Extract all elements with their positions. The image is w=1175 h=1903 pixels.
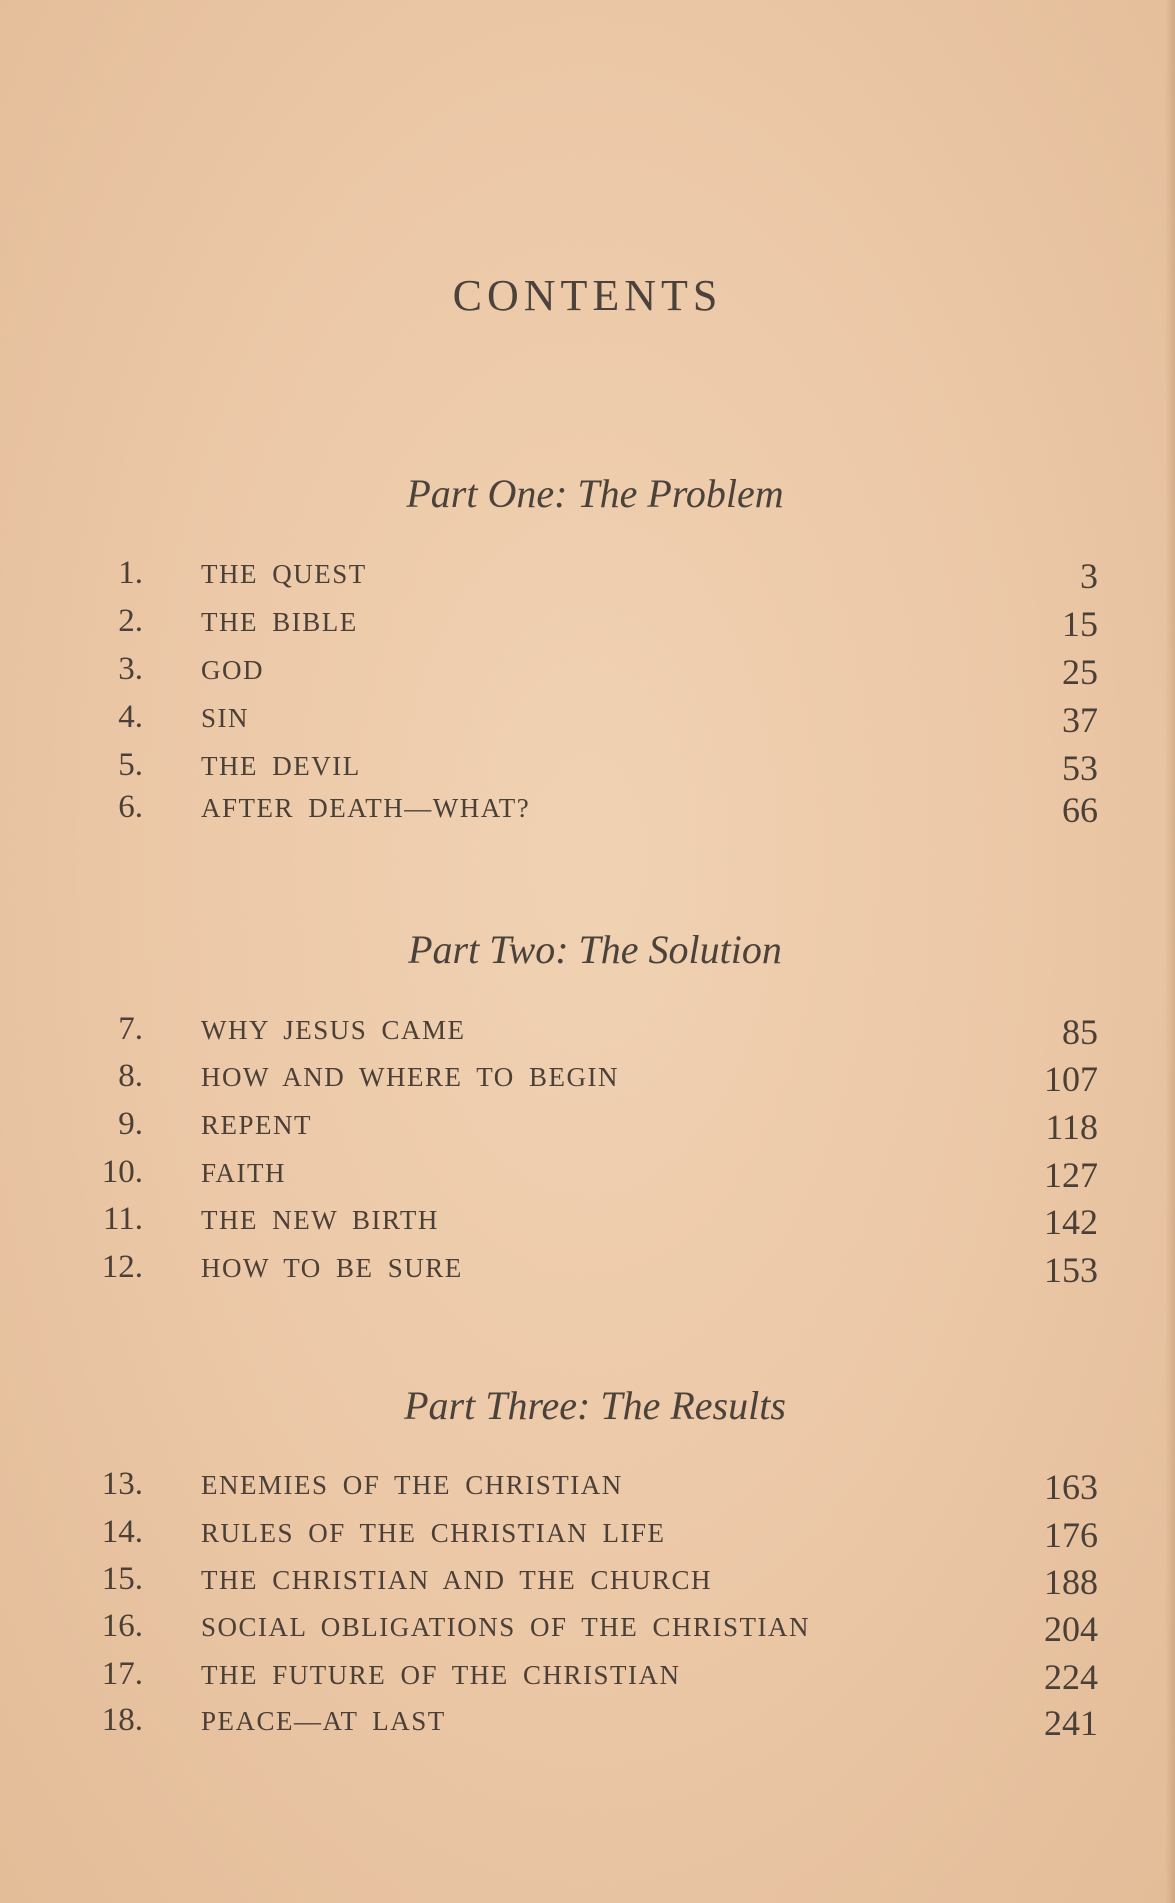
chapter-title: WHY JESUS CAME [201,1015,466,1045]
chapter-number: 8. [118,1058,143,1094]
part-heading-one: Part One: The Problem [406,471,784,516]
chapter-number: 16. [101,1608,143,1644]
chapter-title: THE NEW BIRTH [201,1205,439,1235]
toc-row [0,1249,1175,1293]
chapter-page-number: 204 [1044,1609,1098,1649]
part-heading-two: Part Two: The Solution [408,927,782,972]
chapter-title: THE CHRISTIAN AND THE CHURCH [201,1565,713,1595]
chapter-page-number: 37 [1062,700,1098,740]
chapter-page-number: 85 [1062,1012,1098,1052]
toc-row [0,789,1175,833]
chapter-number: 12. [101,1249,143,1285]
chapter-page-number: 127 [1044,1155,1098,1195]
chapter-number: 14. [101,1514,143,1550]
chapter-title: RULES OF THE CHRISTIAN LIFE [201,1518,666,1548]
chapter-number: 5. [118,747,143,783]
toc-row [0,1011,1175,1055]
chapter-page-number: 107 [1044,1059,1098,1099]
chapter-page-number: 3 [1080,556,1098,596]
toc-row [0,1702,1175,1746]
chapter-page-number: 118 [1045,1107,1098,1147]
chapter-title: SIN [201,703,250,733]
chapter-page-number: 53 [1062,748,1098,788]
chapter-title: ENEMIES OF THE CHRISTIAN [201,1470,623,1500]
chapter-title: GOD [201,655,264,685]
chapter-page-number: 224 [1044,1657,1098,1697]
toc-row [0,1201,1175,1245]
part-heading-three: Part Three: The Results [404,1383,786,1428]
chapter-page-number: 25 [1062,652,1098,692]
chapter-title: HOW TO BE SURE [201,1253,463,1283]
chapter-title: THE DEVIL [201,751,361,781]
chapter-title: AFTER DEATH—WHAT? [201,793,531,823]
chapter-title: THE QUEST [201,559,367,589]
chapter-number: 10. [101,1154,143,1190]
chapter-page-number: 153 [1044,1250,1098,1290]
chapter-title: PEACE—AT LAST [201,1706,446,1736]
chapter-title: SOCIAL OBLIGATIONS OF THE CHRISTIAN [201,1612,811,1642]
chapter-page-number: 176 [1044,1515,1098,1555]
toc-row [0,1058,1175,1102]
chapter-number: 18. [101,1702,143,1738]
chapter-page-number: 188 [1044,1562,1098,1602]
toc-row [0,747,1175,791]
toc-row [0,1656,1175,1700]
chapter-number: 7. [118,1011,143,1047]
chapter-page-number: 142 [1044,1202,1098,1242]
chapter-title: HOW AND WHERE TO BEGIN [201,1062,619,1092]
chapter-number: 4. [118,699,143,735]
page-title: CONTENTS [452,271,723,320]
chapter-title: FAITH [201,1158,286,1188]
chapter-number: 13. [101,1466,143,1502]
chapter-number: 2. [118,603,143,639]
toc-row [0,1154,1175,1198]
toc-row [0,1561,1175,1605]
toc-row [0,1466,1175,1510]
toc-row [0,1106,1175,1150]
chapter-title: THE BIBLE [201,607,358,637]
chapter-page-number: 163 [1044,1467,1098,1507]
chapter-number: 15. [101,1561,143,1597]
toc-row [0,555,1175,599]
chapter-number: 11. [102,1201,143,1237]
toc-row [0,1608,1175,1652]
toc-row [0,603,1175,647]
chapter-number: 1. [118,555,143,591]
chapter-title: REPENT [201,1110,313,1140]
toc-row [0,651,1175,695]
toc-row [0,699,1175,743]
chapter-title: THE FUTURE OF THE CHRISTIAN [201,1660,681,1690]
chapter-page-number: 15 [1062,604,1098,644]
chapter-number: 3. [118,651,143,687]
chapter-number: 9. [118,1106,143,1142]
chapter-page-number: 241 [1044,1703,1098,1743]
toc-row [0,1514,1175,1558]
chapter-page-number: 66 [1062,790,1098,830]
chapter-number: 6. [118,789,143,825]
chapter-number: 17. [101,1656,143,1692]
